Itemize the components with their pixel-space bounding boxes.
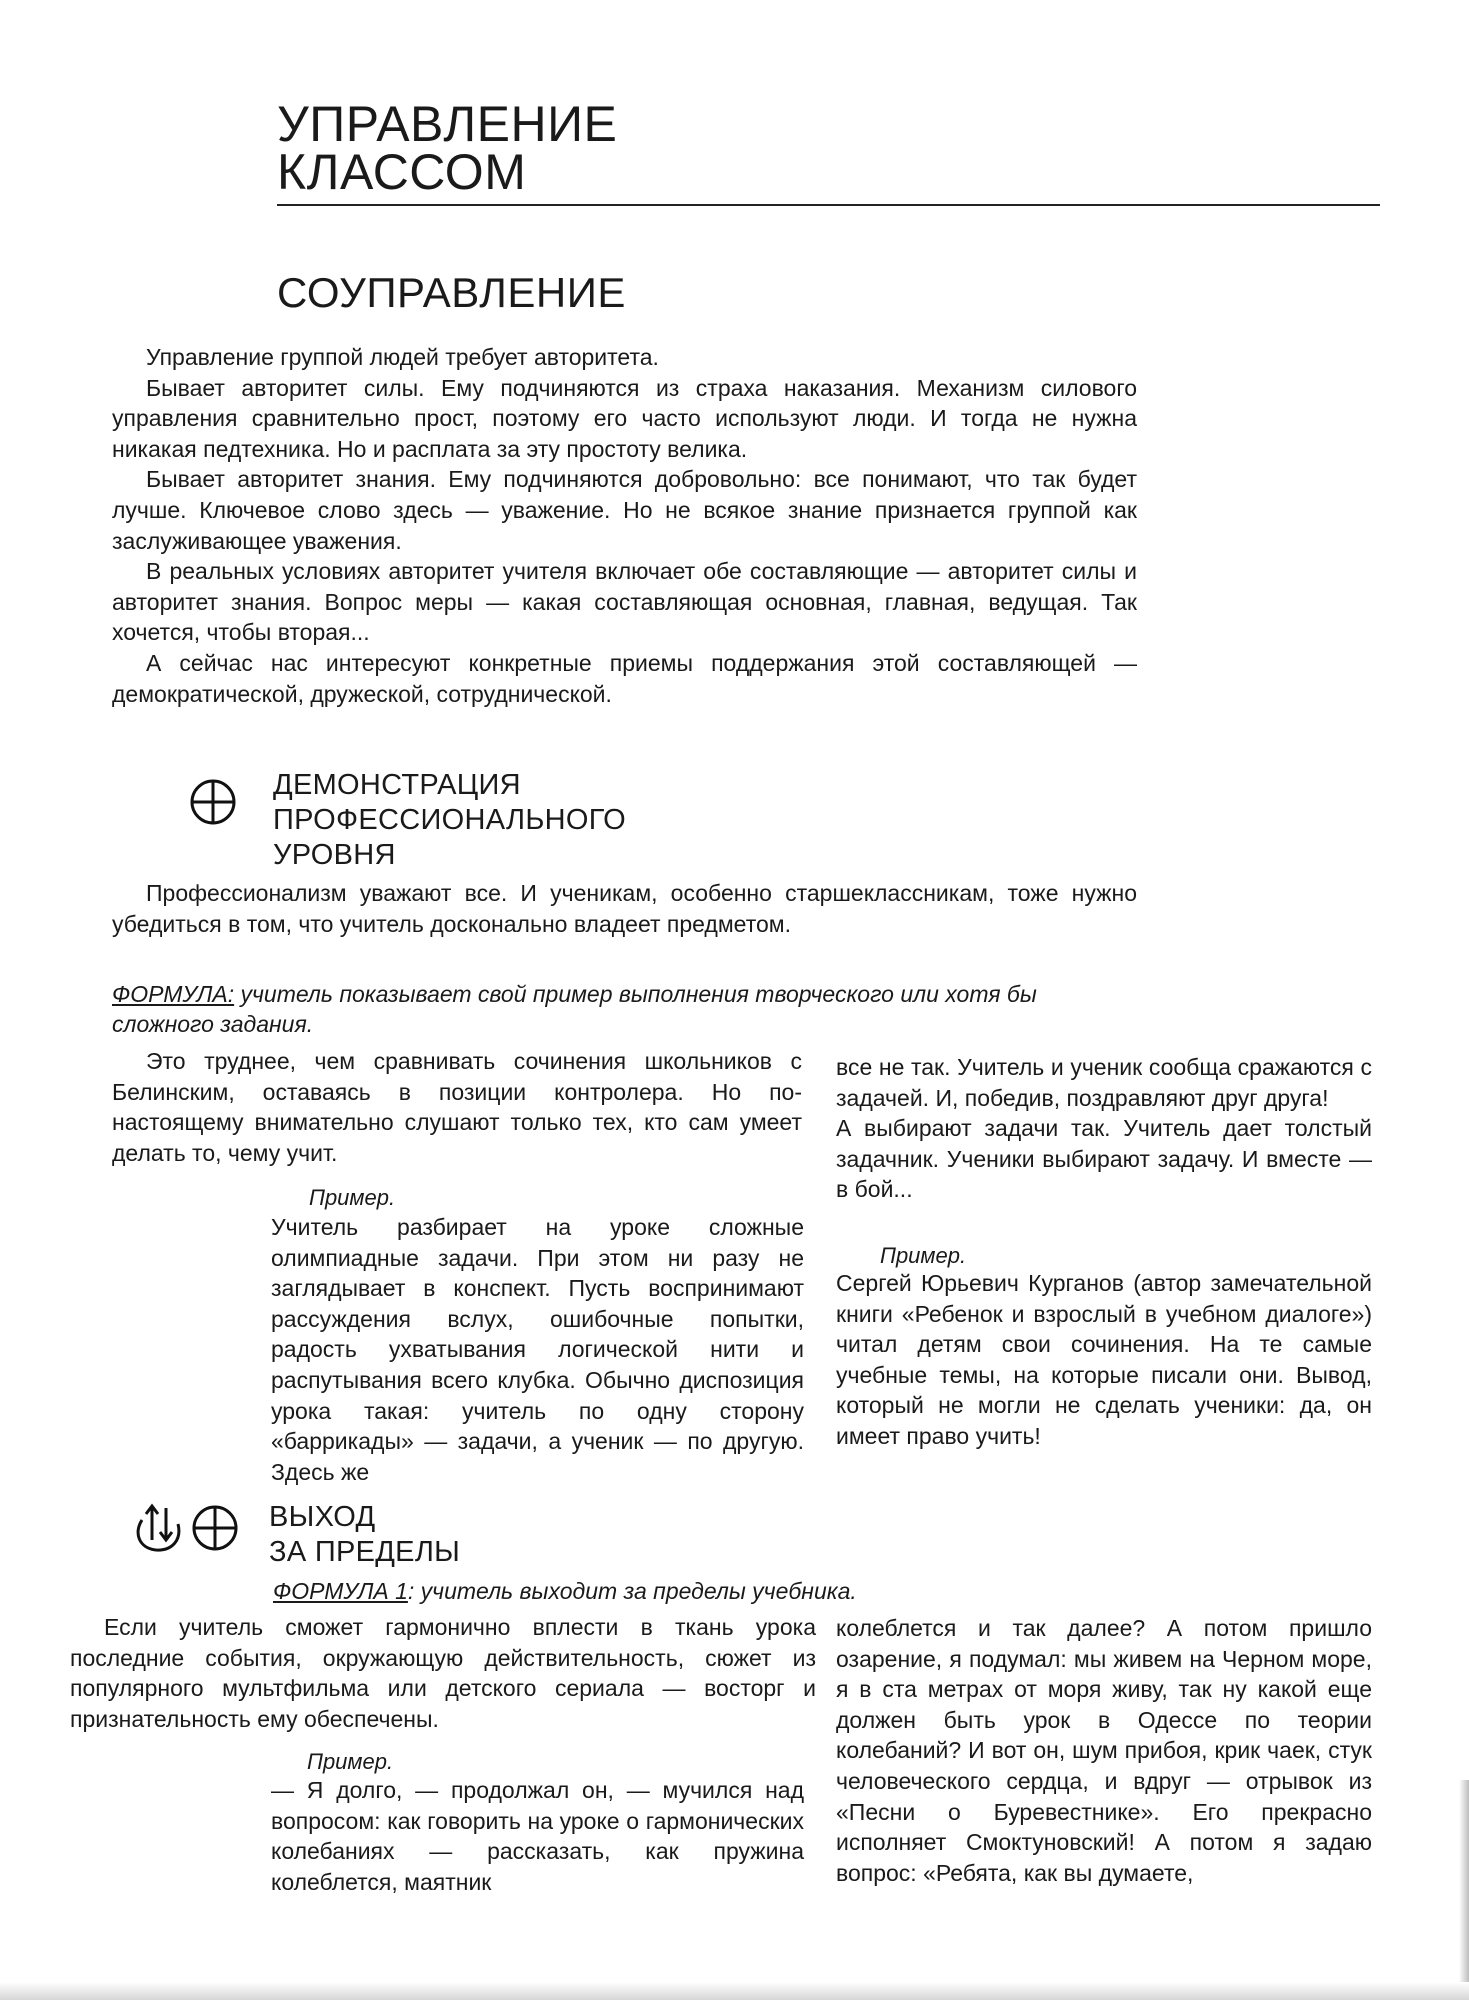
subsection-title-line: ВЫХОД <box>269 1501 376 1533</box>
example-label: Пример. <box>309 1185 396 1210</box>
intro-paragraph: В реальных условиях авторитет учителя включает обе составляющие — авторитет силы и авторитет знания. Вопрос меры — какая составляющая основная, главная, ведущая. Так хочется, чтобы вторая... <box>112 558 1137 646</box>
exit-left-paragraph: Если учитель сможет гармонично вплести в ткань урока последние события, окружающую действительность, сюжет из популярного мультфильма или детского сериала — восторг и признательность ему обеспечены. <box>70 1614 816 1732</box>
subsection-title-demo <box>273 768 626 873</box>
subsection-title-line: ДЕМОНСТРАЦИЯ <box>273 769 521 801</box>
intro-paragraph: Управление группой людей требует авторитета. <box>146 344 659 370</box>
demo-right-text <box>836 1052 1372 1205</box>
example-text: Учитель разбирает на уроке сложные олимпиадные задачи. При этом ни разу не заглядывает в конспект. Пусть воспринимают рассуждения вслух, ошибочные попытки, радость ухватывания логической нити и распутывания всего клубка. Обычно диспозиция урока такая: учитель по одну сторону «баррикады» — задачи, а ученик — по другую. Здесь же <box>271 1214 804 1485</box>
demo-right-paragraph: все не так. Учитель и ученик сообща сражаются с задачей. И, победив, поздравляют друг друга! <box>836 1054 1372 1111</box>
demo-lead-paragraph: Профессионализм уважают все. И ученикам, особенно старшеклассникам, тоже нужно убедиться в том, что учитель досконально владеет предметом. <box>112 880 1137 937</box>
formula-text: : учитель выходит за пределы учебника. <box>407 1578 857 1604</box>
exit-right-paragraph: колеблется и так далее? А потом пришло озарение, я подумал: мы живем на Черном море, я в ста метрах от моря живу, так ну какой еще должен быть урок в Одессе по теории колебаний? И вот он, шум прибоя, крик чаек, стук человеческого сердца, и вдруг — отрывок из «Песни о Буревестнике». Его прекрасно исполняет Смоктуновский! А потом я задаю вопрос: «Ребята, как вы думаете, <box>836 1615 1372 1886</box>
demo-left-text <box>112 1046 802 1168</box>
arrows-cycle-icon <box>128 1498 188 1558</box>
chapter-title-line2: КЛАССОМ <box>277 144 527 200</box>
demo-left-paragraph: Это труднее, чем сравнивать сочинения школьников с Белинским, оставаясь в позиции контролера. Но по-настоящему внимательно слушают только тех, кто сам умеет делать то, чему учит. <box>112 1048 802 1166</box>
subsection-title-line: ПРОФЕССИОНАЛЬНОГО <box>273 804 627 836</box>
demo-example <box>271 1212 804 1487</box>
section-title: СОУПРАВЛЕНИЕ <box>277 269 626 316</box>
scan-edge-shadow <box>1459 1780 1469 2000</box>
example-text: Сергей Юрьевич Курганов (автор замечательной книги «Ребенок и взрослый в учебном диалоге») читал детям свои сочинения. На те самые учебные темы, на которые писали они. Вывод, который не могли не сделать ученики: да, он имеет право учить! <box>836 1270 1372 1449</box>
exit-example <box>271 1775 804 1897</box>
intro-paragraph: Бывает авторитет знания. Ему подчиняются добровольно: все понимают, что так будет лучше. Ключевое слово здесь — уважение. Но не всякое знание признается группой как заслуживающее уважения. <box>112 466 1137 554</box>
scan-bottom-shadow <box>0 1982 1469 2000</box>
intro-paragraph: Бывает авторитет силы. Ему подчиняются из страха наказания. Механизм силового управления сравнительно прост, поэтому его часто используют люди. И тогда не нужна никакая педтехника. Но и расплата за эту простоту велика. <box>112 374 1137 462</box>
subsection-title-exit <box>269 1500 460 1570</box>
demo-lead <box>112 878 1137 939</box>
intro-text <box>112 342 1137 709</box>
exit-left-text <box>70 1612 816 1734</box>
chapter-title <box>277 96 618 200</box>
chapter-divider <box>277 204 1380 206</box>
exit-right-text <box>836 1613 1372 1888</box>
intro-paragraph: А сейчас нас интересуют конкретные приемы поддержания этой составляющей — демократической, дружеской, сотруднической. <box>112 649 1137 707</box>
example-text: — Я долго, — продолжал он, — мучился над вопросом: как говорить на уроке о гармонических колебаниях — рассказать, как пружина колеблется, маятник <box>271 1777 804 1895</box>
demo-right-paragraph: А выбирают задачи так. Учитель дает толстый задачник. Ученики выбирают задачу. И вместе — в бой... <box>836 1115 1372 1203</box>
demo-right-example <box>836 1268 1372 1452</box>
formula-text: учитель показывает свой пример выполнения творческого или хотя бы сложного задания. <box>112 981 1037 1037</box>
subsection-title-line: УРОВНЯ <box>273 839 396 871</box>
formula-label: ФОРМУЛА 1 <box>273 1578 408 1604</box>
crosshair-circle-icon <box>188 777 238 827</box>
example-label: Пример. <box>307 1749 394 1774</box>
crosshair-circle-icon <box>190 1503 240 1553</box>
formula-label: ФОРМУЛА: <box>112 981 235 1007</box>
exit-formula <box>273 1576 1373 1606</box>
subsection-title-line: ЗА ПРЕДЕЛЫ <box>269 1536 461 1568</box>
example-label: Пример. <box>880 1243 967 1268</box>
chapter-title-line1: УПРАВЛЕНИЕ <box>277 96 618 152</box>
demo-formula <box>112 979 1137 1039</box>
